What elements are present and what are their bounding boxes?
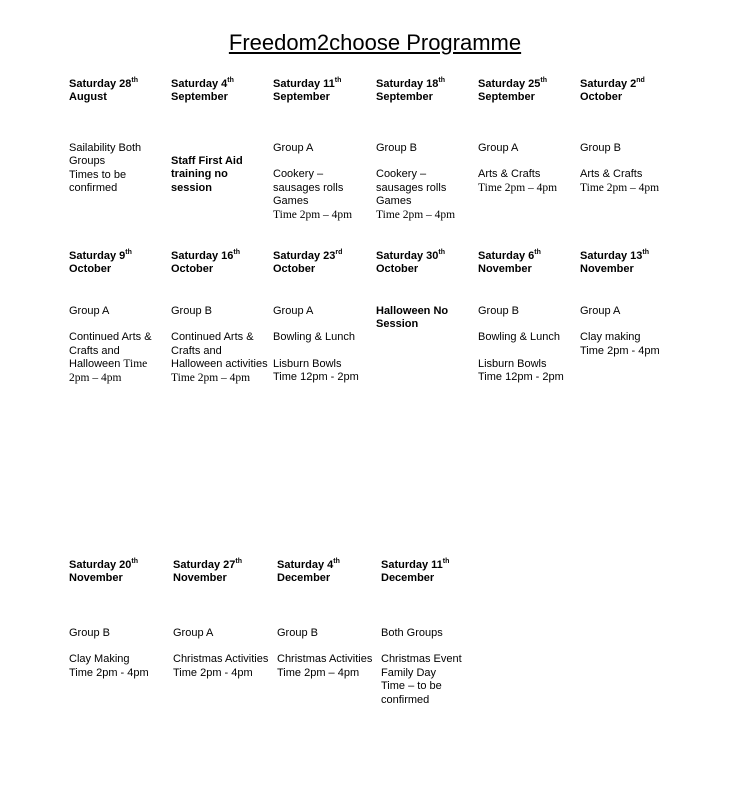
session-sat-13-nov-details	[580, 305, 680, 358]
activity-line: Times to be	[69, 168, 127, 181]
time-line: Time 2pm - 4pm	[173, 666, 253, 679]
group-label: Group B	[171, 305, 212, 317]
session-sat-9-oct-details	[69, 305, 171, 385]
date-month: November	[478, 263, 532, 276]
time-line: Time 12pm - 2pm	[273, 371, 359, 384]
date-day: Saturday 11	[381, 559, 443, 571]
activity-line: Time – to be	[381, 680, 442, 693]
notice-line: Halloween No	[376, 305, 449, 317]
session-sat-11-sep-details	[273, 142, 373, 222]
session-sat-4-dec	[277, 559, 381, 586]
date-month: October	[580, 91, 623, 104]
date-month: November	[173, 572, 227, 585]
session-sat-25-sep	[478, 78, 578, 105]
activity-line: Cookery –	[273, 168, 324, 181]
activity-line: Lisburn Bowls	[273, 357, 342, 370]
activity-line: Clay making	[580, 331, 641, 344]
activity-line: confirmed	[381, 693, 430, 706]
page-title: Freedom2choose Programme	[228, 30, 522, 55]
date-day: Saturday 23	[273, 250, 336, 262]
activity-line: Bowling & Lunch	[273, 331, 355, 344]
date-month: September	[273, 91, 330, 104]
session-sat-30-oct	[376, 250, 476, 277]
activity-line: Continued Arts &	[69, 331, 152, 344]
date-month: September	[171, 91, 228, 104]
date-day: Saturday 4	[171, 78, 228, 90]
notice-line: training no	[171, 168, 228, 181]
activity-line: Crafts and	[69, 344, 120, 357]
date-day: Saturday 11	[273, 78, 335, 90]
group-label: Group A	[478, 142, 519, 154]
session-sat-20-nov	[69, 559, 171, 586]
date-suffix: th	[534, 249, 541, 256]
session-sat-23-oct	[273, 250, 373, 277]
date-month: September	[478, 91, 535, 104]
session-sat-2-oct	[580, 78, 680, 105]
date-day: Saturday 9	[69, 250, 126, 262]
activity-line: Crafts and	[171, 344, 222, 357]
date-month: October	[69, 263, 112, 276]
session-sat-20-nov-details	[69, 627, 171, 680]
date-suffix: th	[233, 249, 240, 256]
activity-line: Halloween	[69, 358, 124, 371]
session-sat-4-sep-details	[171, 155, 271, 195]
activity-line: Sailability Both	[69, 142, 142, 154]
activity-line: Christmas Event	[381, 653, 462, 666]
session-sat-13-nov	[580, 250, 680, 277]
session-sat-11-dec-details	[381, 627, 485, 707]
session-sat-25-sep-details	[478, 142, 578, 195]
time-line: Time 2pm – 4pm	[171, 371, 251, 384]
session-sat-6-nov	[478, 250, 578, 277]
activity-line: Games	[273, 195, 309, 208]
activity-line: confirmed	[69, 182, 118, 195]
time-line: Time 2pm - 4pm	[580, 344, 660, 357]
session-sat-9-oct	[69, 250, 169, 277]
session-sat-18-sep	[376, 78, 476, 105]
session-sat-23-oct-details	[273, 305, 373, 385]
group-label: Group A	[69, 305, 110, 317]
activity-line: sausages rolls	[376, 181, 447, 194]
group-label: Group B	[376, 142, 417, 154]
activity-line: Bowling & Lunch	[478, 331, 560, 344]
date-month: October	[171, 263, 214, 276]
date-month: September	[376, 91, 433, 104]
time-line: Time 2pm – 4pm	[478, 181, 558, 194]
group-label: Group A	[273, 305, 314, 317]
time-line: Time 2pm – 4pm	[580, 181, 660, 194]
time-line: 2pm – 4pm	[69, 371, 122, 384]
activity-line: Games	[376, 195, 412, 208]
activity-line: Halloween activities	[171, 358, 268, 371]
activity-line: Christmas Activities	[277, 653, 373, 666]
session-sat-2-oct-details	[580, 142, 680, 195]
group-label: Group B	[69, 627, 110, 639]
date-suffix: th	[642, 249, 649, 256]
date-suffix: th	[540, 77, 547, 84]
group-label: Group A	[273, 142, 314, 154]
time-line: Time 2pm – 4pm	[277, 666, 360, 679]
activity-line: Family Day	[381, 666, 437, 679]
date-month: October	[273, 263, 316, 276]
date-day: Saturday 20	[69, 559, 132, 571]
date-suffix: th	[227, 77, 234, 84]
date-suffix: th	[333, 558, 340, 565]
group-label: Group B	[478, 305, 519, 317]
activity-line: Groups	[69, 155, 106, 168]
session-sat-27-nov-details	[173, 627, 277, 680]
date-suffix: th	[131, 77, 138, 84]
session-sat-28-aug-details	[69, 142, 169, 196]
activity-line: Continued Arts &	[171, 331, 254, 344]
activity-line: Clay Making	[69, 653, 130, 666]
date-day: Saturday 18	[376, 78, 439, 90]
date-day: Saturday 30	[376, 250, 439, 262]
activity-line: sausages rolls	[273, 181, 344, 194]
date-day: Saturday 13	[580, 250, 643, 262]
session-sat-4-dec-details	[277, 627, 381, 680]
session-sat-28-aug	[69, 78, 169, 105]
notice-line: session	[171, 181, 212, 194]
date-month: October	[376, 263, 419, 276]
date-suffix: th	[334, 77, 342, 84]
date-suffix: th	[442, 558, 450, 565]
time-line: Time 2pm – 4pm	[273, 208, 353, 221]
date-suffix: th	[125, 249, 132, 256]
date-suffix: rd	[335, 249, 343, 256]
date-day: Saturday 4	[277, 559, 334, 571]
session-sat-16-oct	[171, 250, 271, 277]
date-day: Saturday 2	[580, 78, 637, 90]
activity-line: Lisburn Bowls	[478, 357, 547, 370]
date-month: August	[69, 91, 107, 104]
date-suffix: th	[235, 558, 242, 565]
date-day: Saturday 25	[478, 78, 541, 90]
date-day: Saturday 28	[69, 78, 132, 90]
session-sat-6-nov-details	[478, 305, 578, 385]
date-month: December	[277, 572, 331, 585]
date-month: December	[381, 572, 435, 585]
notice-line: Session	[376, 318, 419, 331]
group-label: Group A	[173, 627, 214, 639]
session-sat-30-oct-details	[376, 305, 476, 332]
group-label: Group A	[580, 305, 621, 317]
time-line: Time 2pm – 4pm	[376, 208, 456, 221]
activity-line: Arts & Crafts	[580, 168, 643, 181]
session-sat-27-nov	[173, 559, 277, 586]
date-suffix: th	[438, 77, 445, 84]
date-month: November	[69, 572, 123, 585]
date-day: Saturday 6	[478, 250, 535, 262]
group-label: Group B	[277, 627, 318, 639]
activity-line: Arts & Crafts	[478, 168, 541, 181]
session-sat-4-sep	[171, 78, 271, 105]
date-day: Saturday 27	[173, 559, 236, 571]
activity-line: Cookery –	[376, 168, 427, 181]
group-label: Both Groups	[381, 627, 443, 639]
group-label: Group B	[580, 142, 621, 154]
session-sat-11-dec	[381, 559, 485, 586]
date-suffix: nd	[636, 77, 645, 84]
time-line: Time 12pm - 2pm	[478, 371, 564, 384]
session-sat-11-sep	[273, 78, 373, 105]
notice-line: Staff First Aid	[171, 155, 243, 167]
date-suffix: th	[131, 558, 138, 565]
time-line: Time	[123, 358, 148, 371]
date-day: Saturday 16	[171, 250, 234, 262]
date-suffix: th	[438, 249, 445, 256]
time-line: Time 2pm - 4pm	[69, 666, 149, 679]
session-sat-18-sep-details	[376, 142, 476, 222]
date-month: November	[580, 263, 634, 276]
session-sat-16-oct-details	[171, 305, 275, 385]
activity-line: Christmas Activities	[173, 653, 269, 666]
